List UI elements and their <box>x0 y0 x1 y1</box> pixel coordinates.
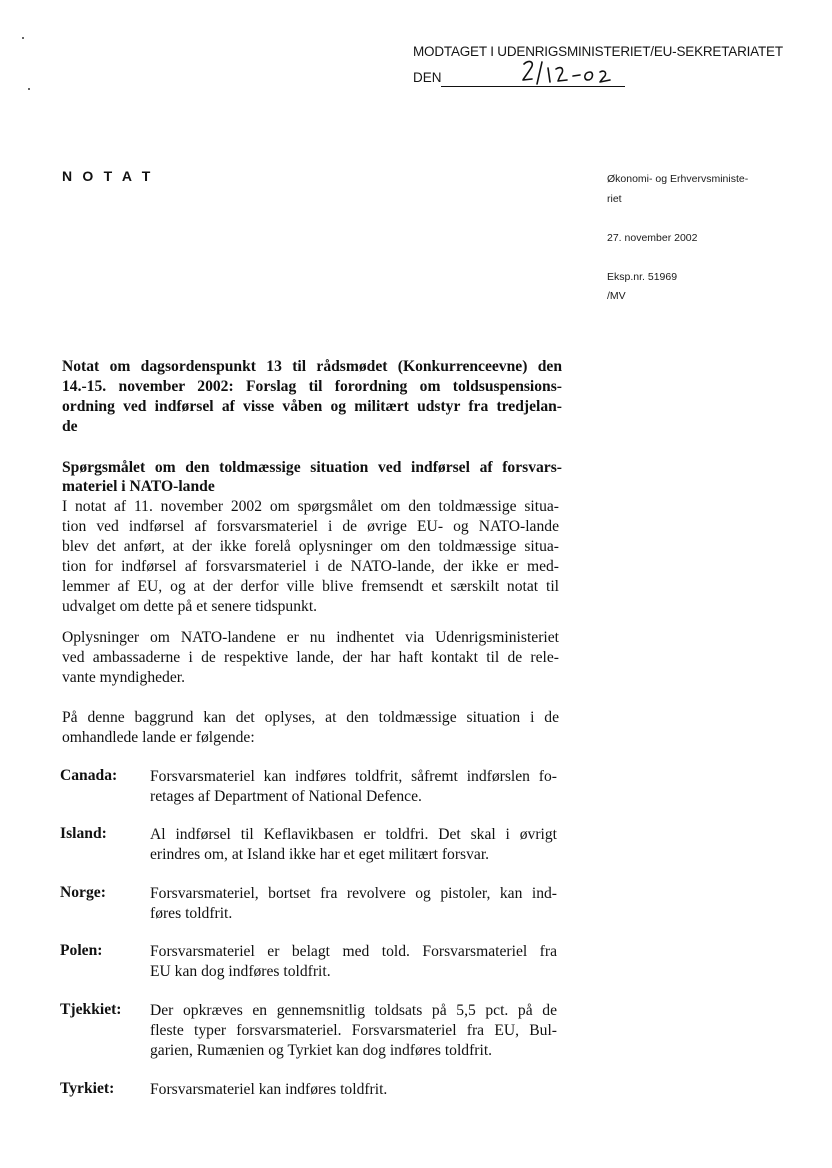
case-number: Eksp.nr. 51969 <box>607 271 678 283</box>
country-text-line: Der opkræves en gennemsnitlig toldsats på 5,5 pct. på de <box>150 1002 557 1019</box>
paragraph-line: ved ambassaderne i de respektive lande, der har haft kontakt til de rele- <box>62 649 559 666</box>
country-text-tjekkiet <box>150 1001 557 1061</box>
country-text-canada <box>150 767 557 807</box>
paragraph-line: Oplysninger om NATO-landene er nu indhentet via Udenrigsministeriet <box>62 629 559 646</box>
paragraph-line: På denne baggrund kan det oplyses, at den toldmæssige situation i de <box>62 709 559 726</box>
paragraph-3 <box>62 708 559 748</box>
country-text-line: Al indførsel til Keflavikbasen er toldfri. Det skal i øvrigt <box>150 826 557 843</box>
scan-speck <box>28 88 30 90</box>
country-label-canada: Canada: <box>60 767 118 784</box>
country-text-line: Forsvarsmateriel kan indføres toldfrit, såfremt indførslen fo- <box>150 768 557 785</box>
paragraph-line: lemmer af EU, og at der derfor ville blive fremsendt et særskilt notat til <box>62 578 559 595</box>
country-label-tyrkiet: Tyrkiet: <box>60 1080 115 1097</box>
received-stamp-text: MODTAGET I UDENRIGSMINISTERIET/EU-SEKRETARIATET <box>413 44 783 59</box>
country-text-line: føres toldfrit. <box>150 905 233 922</box>
country-text-line: retages af Department of National Defence. <box>150 788 422 805</box>
country-text-line: garien, Rumænien og Tyrkiet kan dog indføres toldfrit. <box>150 1042 493 1059</box>
paragraph-line: tion for indførsel af forsvarsmateriel i de NATO-lande, der ikke er med- <box>62 558 559 575</box>
section-heading-line: Spørgsmålet om den toldmæssige situation ved indførsel af forsvars- <box>62 459 562 476</box>
document-date: 27. november 2002 <box>607 232 698 244</box>
country-text-line: EU kan dog indføres toldfrit. <box>150 963 331 980</box>
paragraph-line: vante myndigheder. <box>62 669 185 686</box>
country-label-tjekkiet: Tjekkiet: <box>60 1001 122 1018</box>
title-line: ordning ved indførsel af visse våben og militært udstyr fra tredjelan- <box>62 398 562 415</box>
country-label-polen: Polen: <box>60 942 103 959</box>
section-heading-line: materiel i NATO-lande <box>62 478 215 495</box>
country-text-line: Forsvarsmateriel, bortset fra revolvere og pistoler, kan ind- <box>150 885 557 902</box>
paragraph-1 <box>62 497 559 617</box>
notat-heading: N O T A T <box>62 168 154 184</box>
country-text-island <box>150 825 557 865</box>
country-text-tyrkiet <box>150 1080 557 1100</box>
paragraph-line: udvalget om dette på et senere tidspunkt. <box>62 598 318 615</box>
title-line: de <box>62 418 78 435</box>
country-label-island: Island: <box>60 825 107 842</box>
paragraph-line: tion ved indførsel af forsvarsmateriel i de øvrige EU- og NATO-lande <box>62 518 559 535</box>
country-text-polen <box>150 942 557 982</box>
scan-speck <box>22 37 24 39</box>
handwritten-date <box>520 58 630 88</box>
paragraph-line: I notat af 11. november 2002 om spørgsmålet om den toldmæssige situa- <box>62 498 559 515</box>
paragraph-2 <box>62 628 559 688</box>
document-title <box>62 357 562 437</box>
title-line: Notat om dagsordenspunkt 13 til rådsmødet (Konkurrenceevne) den <box>62 358 562 375</box>
title-line: 14.-15. november 2002: Forslag til forordning om toldsuspensions- <box>62 378 562 395</box>
country-text-norge <box>150 884 557 924</box>
reference-initials: /MV <box>607 290 626 302</box>
country-text-line: erindres om, at Island ikke har et eget militært forsvar. <box>150 846 490 863</box>
country-text-line: Forsvarsmateriel kan indføres toldfrit. <box>150 1081 388 1098</box>
country-label-norge: Norge: <box>60 884 106 901</box>
paragraph-line: omhandlede lande er følgende: <box>62 729 255 746</box>
country-text-line: fleste typer forsvarsmateriel. Forsvarsmateriel fra EU, Bul- <box>150 1022 557 1039</box>
country-text-line: Forsvarsmateriel er belagt med told. Forsvarsmateriel fra <box>150 943 557 960</box>
ministry-name: Økonomi- og Erhvervsministe- <box>607 173 749 185</box>
section-heading <box>62 458 562 496</box>
paragraph-line: blev det anført, at der ikke forelå oplysninger om den toldmæssige situa- <box>62 538 559 555</box>
ministry-name-cont: riet <box>607 193 622 205</box>
stamp-den-label: DEN <box>413 70 442 85</box>
